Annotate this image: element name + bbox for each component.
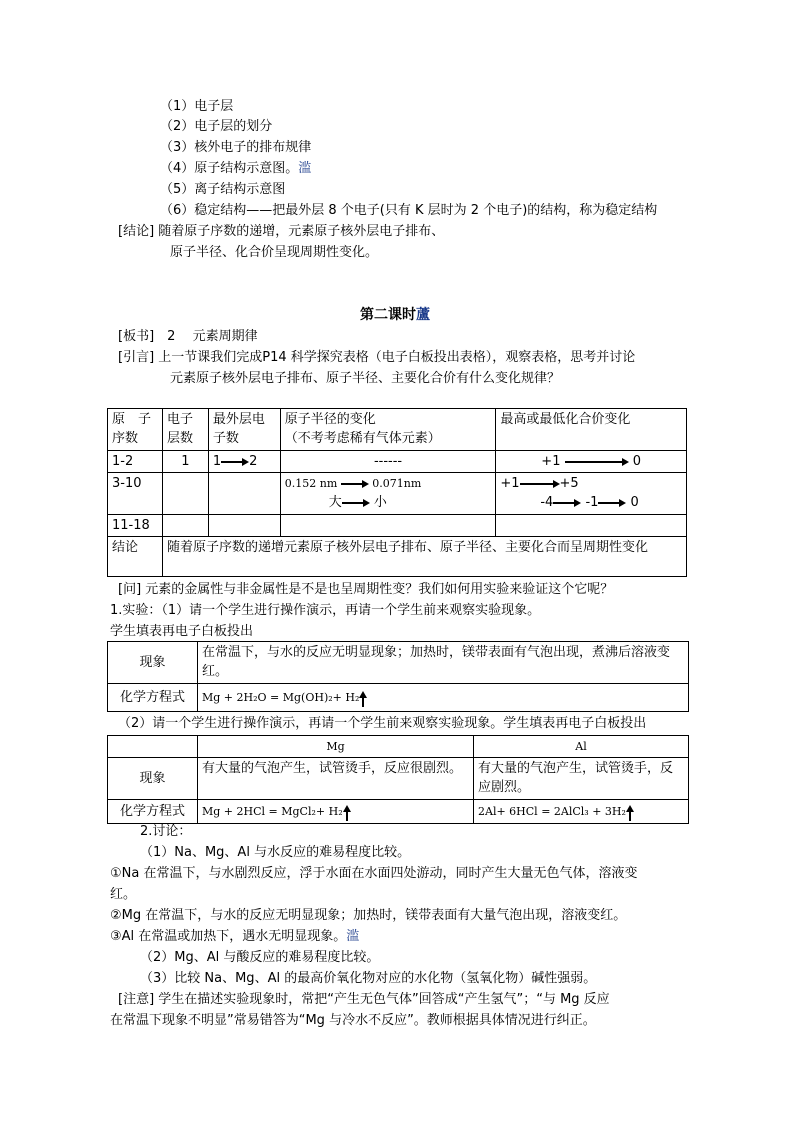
al-line: ③Al 在常温或加热下，遇水无明显现象。滥: [110, 929, 360, 944]
list-item-electron-layer: （1）电子层: [160, 99, 234, 114]
arrow-icon: [341, 480, 369, 488]
intro-line-1: [引言] 上一节课我们完成P14 科学探究表格（电子白板投出表格），观察表格，思考并讨论: [118, 350, 636, 365]
up-arrow-icon: [626, 805, 634, 821]
na-line-1: ①Na 在常温下，与水剧烈反应，浮于水面在水面四处游动，同时产生大量无色气体，溶液变: [110, 866, 638, 881]
discussion-1: （1）Na、Mg、Al 与水反应的难易程度比较。: [140, 845, 411, 860]
arrow-icon: [565, 458, 629, 466]
conclusion-label: 结论: [108, 537, 163, 577]
al-phenomenon: 有大量的气泡产生，试管烫手，反应剧烈。: [474, 758, 689, 800]
equation-text: Mg + 2H₂O = Mg(OH)₂+ H₂: [198, 684, 689, 712]
mg-line: ②Mg 在常温下，与水的反应无明显现象；加热时，镁带表面有大量气泡出现，溶液变红。: [110, 908, 627, 923]
header-valence: 最高或最低化合价变化: [496, 409, 687, 451]
phenomenon-label: 现象: [108, 642, 198, 684]
list-item-ion-diagram: （5）离子结构示意图: [160, 182, 286, 197]
cell-seq-3-10: 3-10: [108, 473, 163, 515]
lesson-title: 第二课时蘆: [360, 307, 430, 323]
conclusion-line-1: [结论] 随着原子序数的递增，元素原子核外层电子排布、: [118, 224, 445, 239]
arrow-icon: [342, 499, 370, 507]
periodic-law-table: [107, 408, 687, 577]
header-radius: 原子半径的变化 （不考考虑稀有气体元素）: [280, 409, 496, 451]
list-item-atom-diagram: （4）原子结构示意图。滥: [160, 161, 312, 176]
discussion-2: （2）Mg、Al 与酸反应的难易程度比较。: [140, 950, 380, 965]
al-equation: 2Al+ 6HCl = 2AlCl₃ + 3H₂: [474, 800, 689, 824]
note-line-2: 在常温下现象不明显”常易错答为“Mg 与冷水不反应”。教师根据具体情况进行纠正。: [110, 1013, 596, 1028]
equation-label: 化学方程式: [108, 800, 198, 824]
experiment-2: （2）请一个学生进行操作演示，再请一个学生前来观察实验现象。学生填表再电子白板投出: [118, 716, 647, 731]
phenomenon-text: 在常温下，与水的反应无明显现象；加热时，镁带表面有气泡出现，煮沸后溶液变红。: [198, 642, 689, 684]
conclusion-text: 随着原子序数的递增元素原子核外层电子排布、原子半径、主要化合而呈周期性变化: [162, 537, 686, 577]
cell-layers-1: 1: [162, 451, 208, 473]
mark-glyph: 滥: [298, 161, 312, 176]
cell-valence-2: +1 +5 -4 -1 0: [496, 473, 687, 515]
list-item-layer-division: （2）电子层的划分: [160, 119, 273, 134]
up-arrow-icon: [343, 805, 351, 821]
arrow-icon: [520, 480, 560, 488]
cell-outer-1: 1 2: [208, 451, 280, 473]
cell-seq-1-2: 1-2: [108, 451, 163, 473]
mg-phenomenon: 有大量的气泡产生，试管烫手，反应很剧烈。: [198, 758, 474, 800]
arrow-icon: [553, 499, 581, 507]
list-item-arrangement-rule: （3）核外电子的排布规律: [160, 140, 312, 155]
header-outer-electrons: 最外层电 子数: [208, 409, 280, 451]
intro-line-2: 元素原子核外层电子排布、原子半径、主要化合价有什么变化规律？: [170, 371, 561, 386]
equation-label: 化学方程式: [108, 684, 198, 712]
cell-radius-1: ------: [280, 451, 496, 473]
title-mark: 蘆: [416, 307, 430, 323]
mark-glyph: 滥: [346, 929, 360, 944]
header-layers: 电子 层数: [162, 409, 208, 451]
cell-radius-2: 0.152 nm 0.071nm 大 小: [280, 473, 496, 515]
na-line-2: 红。: [110, 887, 137, 902]
arrow-icon: [598, 499, 626, 507]
up-arrow-icon: [359, 691, 367, 707]
mg-water-table: [107, 641, 689, 712]
conclusion-line-2: 原子半径、化合价呈现周期性变化。: [170, 245, 379, 260]
header-sequence: 原 子 序数: [108, 409, 163, 451]
cell-layers-2: [162, 473, 208, 515]
fill-note: 学生填表再电子白板投出: [110, 624, 254, 639]
note-line-1: [注意] 学生在描述实验现象时，常把“产生无色气体”回答成“产生氢气”；“与 Mg 反应: [118, 992, 610, 1007]
cell-valence-1: +1 0: [496, 451, 687, 473]
header-al: Al: [474, 736, 689, 758]
acid-reaction-table: [107, 735, 689, 824]
experiment-1: 1.实验：（1）请一个学生进行操作演示，再请一个学生前来观察实验现象。: [110, 603, 541, 618]
discussion-3: （3）比较 Na、Mg、Al 的最高价氧化物对应的水化物（氢氧化物）碱性强弱。: [140, 971, 597, 986]
arrow-icon: [221, 458, 249, 466]
cell-seq-11-18: 11-18: [108, 515, 163, 537]
mg-equation: Mg + 2HCl = MgCl₂+ H₂: [198, 800, 474, 824]
question-line: [问] 元素的金属性与非金属性是不是也呈周期性变？我们如何用实验来验证这个它呢？: [118, 582, 614, 597]
header-mg: Mg: [198, 736, 474, 758]
list-item-stable-structure: （6）稳定结构——把最外层 8 个电子(只有 K 层时为 2 个电子)的结构，称为稳定结构: [160, 203, 658, 218]
discussion-heading: 2.讨论：: [140, 824, 192, 839]
cell-outer-2: [208, 473, 280, 515]
board-note: [板书] 2 元素周期律: [118, 329, 258, 344]
phenomenon-label: 现象: [108, 758, 198, 800]
